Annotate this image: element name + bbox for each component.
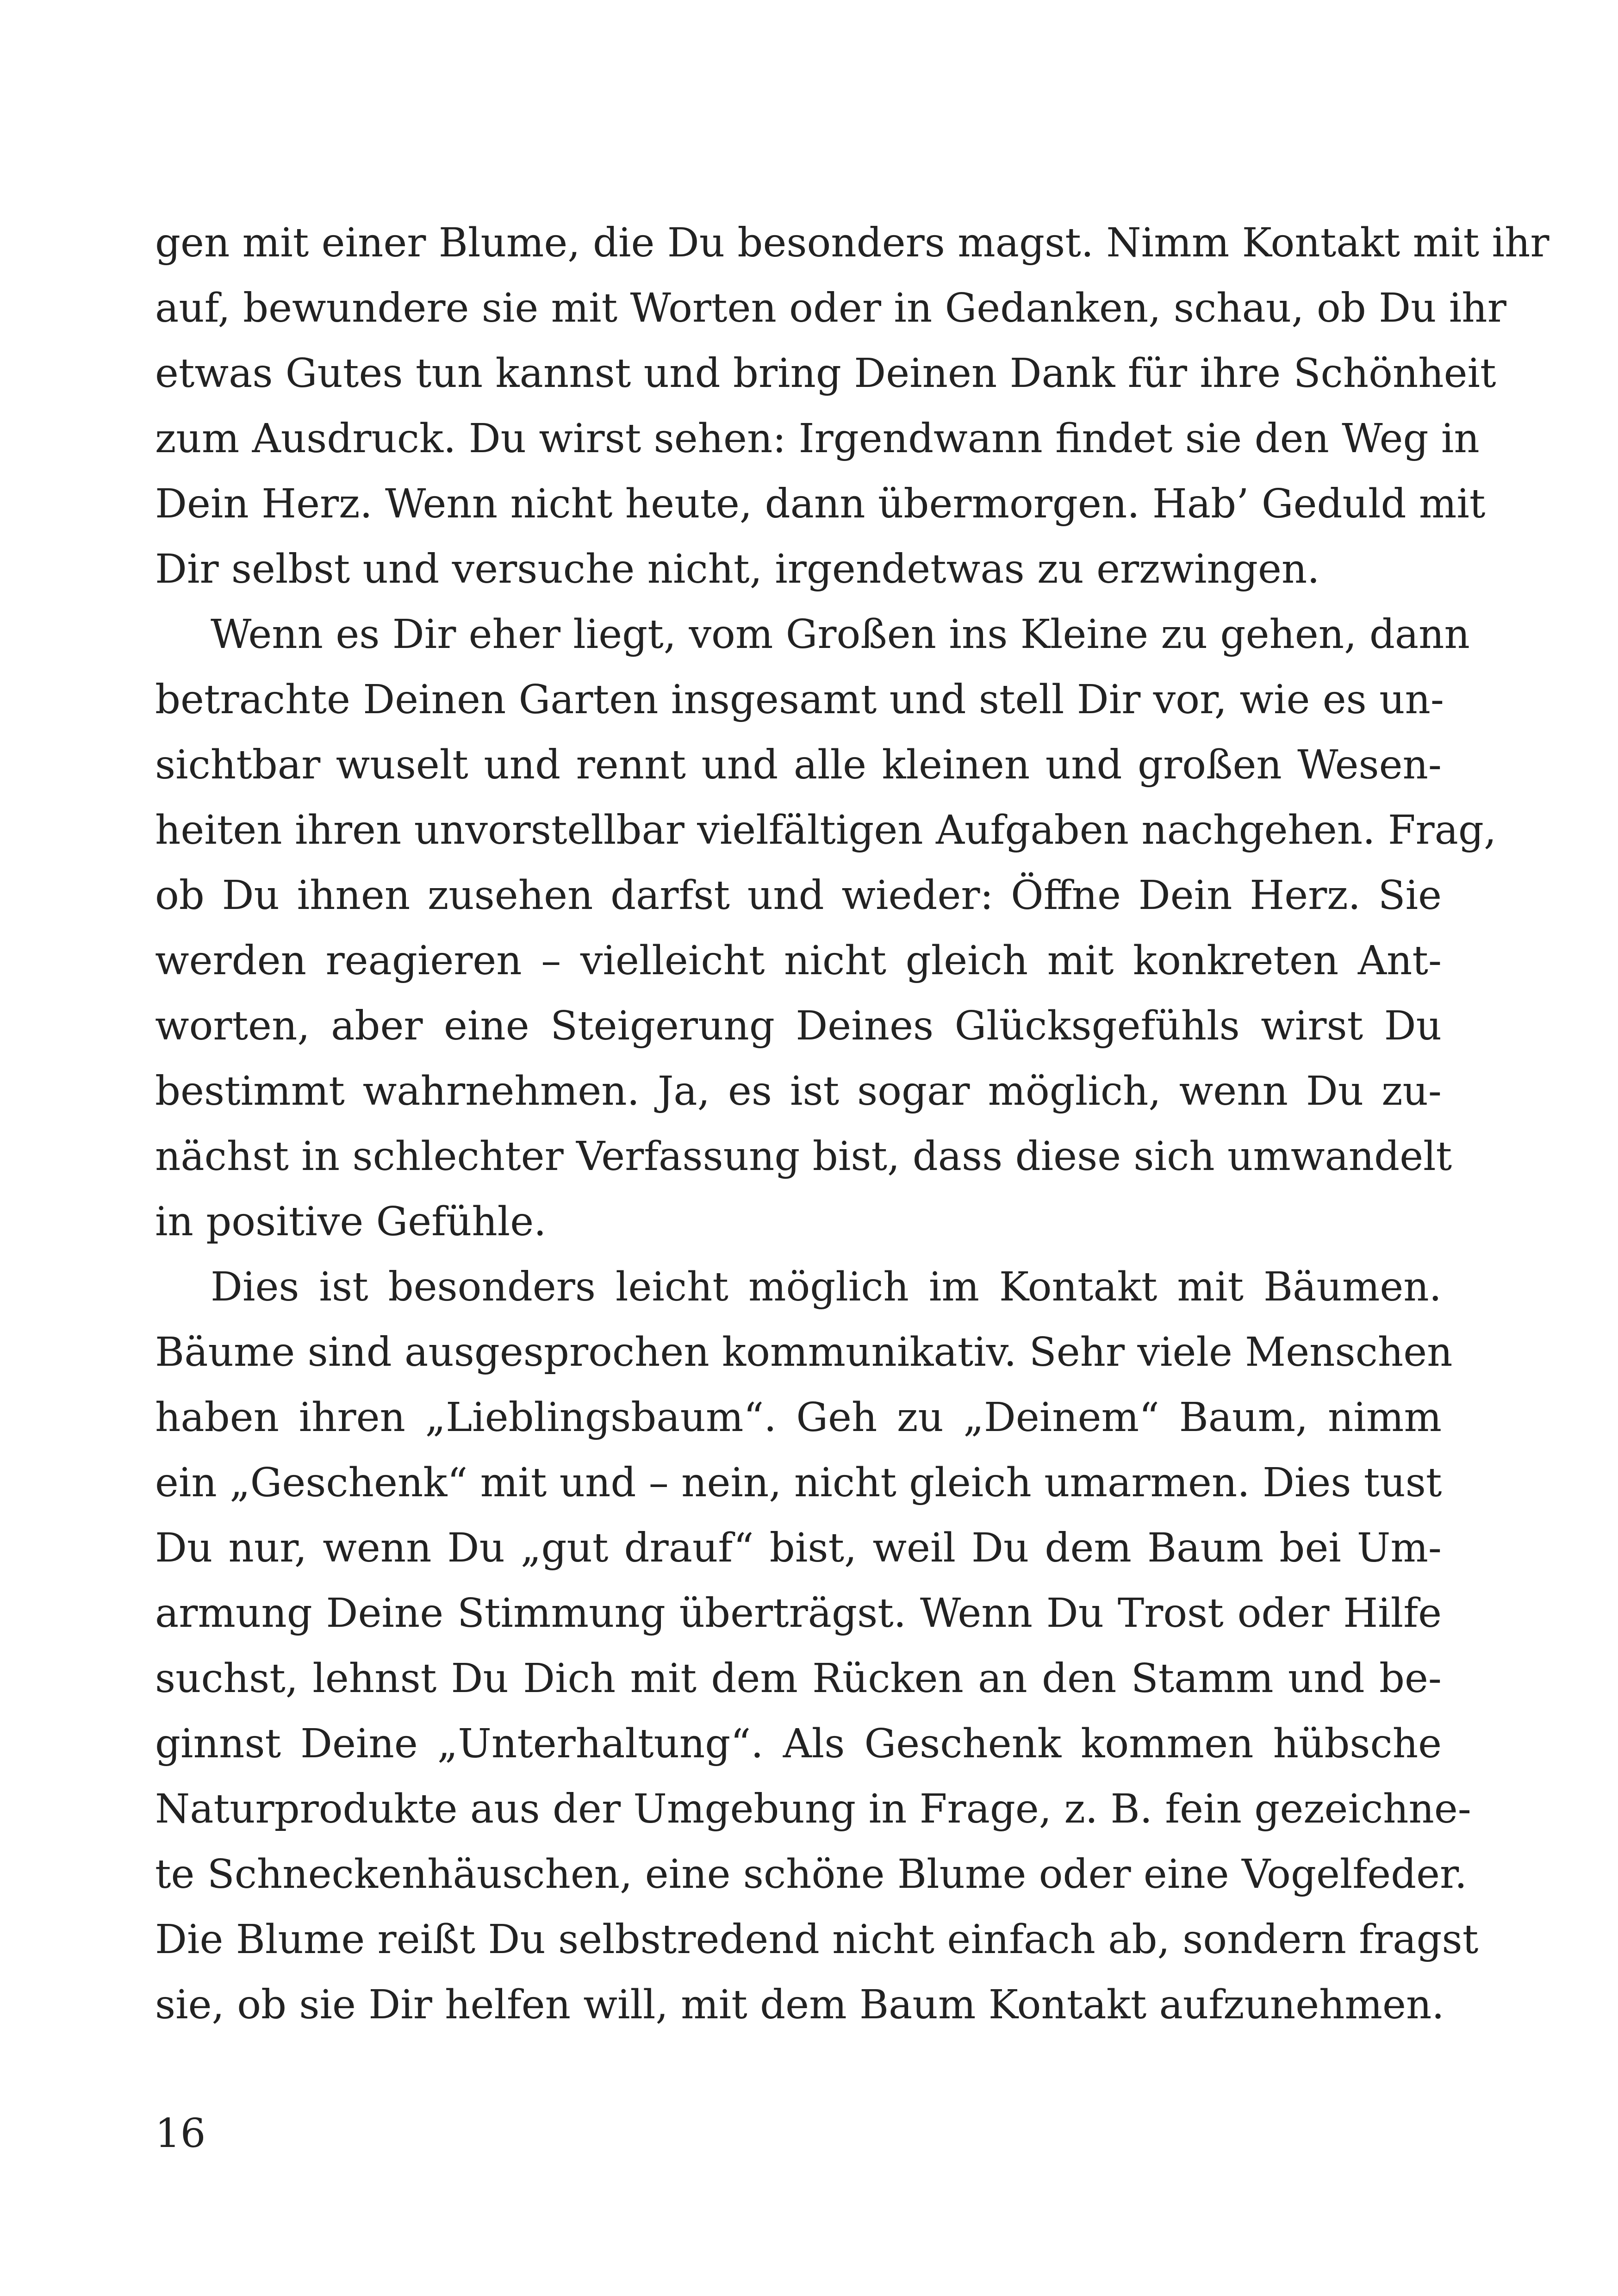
text-line: te Schneckenhäuschen, eine schöne Blume oder eine Vogelfeder. [155,1851,1468,1898]
text-line: Dir selbst und versuche nicht, irgendetwas zu erzwingen. [155,546,1320,592]
text-line: suchst, lehnst Du Dich mit dem Rücken an den Stamm und be- [155,1655,1442,1702]
body-text [155,211,1550,2038]
text-line: nächst in schlechter Verfassung bist, dass diese sich umwandelt [155,1133,1452,1180]
text-line: Du nur, wenn Du „gut drauf“ bist, weil Du dem Baum bei Um- [155,1525,1442,1571]
text-line: sichtbar wuselt und rennt und alle kleinen und großen Wesen- [155,742,1442,788]
paragraph [155,1255,1479,2038]
text-line: auf, bewundere sie mit Worten oder in Gedanken, schau, ob Du ihr [155,285,1506,331]
text-line: sie, ob sie Dir helfen will, mit dem Baum Kontakt aufzunehmen. [155,1982,1444,2028]
text-line: Naturprodukte aus der Umgebung in Frage, z. B. fein gezeichne- [155,1786,1471,1832]
text-line: werden reagieren – vielleicht nicht gleich mit konkreten Ant- [155,938,1442,984]
text-line: ein „Geschenk“ mit und – nein, nicht gleich umarmen. Dies tust [155,1460,1442,1506]
text-line: armung Deine Stimmung überträgst. Wenn Du Trost oder Hilfe [155,1590,1442,1636]
text-line: ginnst Deine „Unterhaltung“. Als Geschenk kommen hübsche [155,1721,1442,1767]
paragraph [155,211,1550,602]
text-line: gen mit einer Blume, die Du besonders magst. Nimm Kontakt mit ihr [155,220,1550,266]
text-line: heiten ihren unvorstellbar vielfältigen Aufgaben nachgehen. Frag, [155,807,1497,853]
text-line: haben ihren „Lieblingsbaum“. Geh zu „Deinem“ Baum, nimm [155,1394,1442,1441]
text-line: betrachte Deinen Garten insgesamt und stell Dir vor, wie es un- [155,677,1444,723]
text-line: in positive Gefühle. [155,1199,547,1245]
text-line: bestimmt wahrnehmen. Ja, es ist sogar möglich, wenn Du zu- [155,1068,1442,1114]
page-number: 16 [155,2110,206,2157]
text-line: Dein Herz. Wenn nicht heute, dann übermorgen. Hab’ Geduld mit [155,481,1486,527]
text-line: Die Blume reißt Du selbstredend nicht einfach ab, sondern fragst [155,1916,1479,1963]
text-line: ob Du ihnen zusehen darfst und wieder: Öffne Dein Herz. Sie [155,872,1442,919]
text-line: zum Ausdruck. Du wirst sehen: Irgendwann findet sie den Weg in [155,416,1480,462]
text-line: Wenn es Dir eher liegt, vom Großen ins Kleine zu gehen, dann [211,611,1470,658]
paragraph [155,602,1497,1255]
text-line: Bäume sind ausgesprochen kommunikativ. Sehr viele Menschen [155,1329,1453,1375]
text-line: etwas Gutes tun kannst und bring Deinen Dank für ihre Schönheit [155,350,1496,397]
text-line: Dies ist besonders leicht möglich im Kontakt mit Bäumen. [211,1264,1442,1310]
text-line: worten, aber eine Steigerung Deines Glücksgefühls wirst Du [155,1003,1442,1049]
